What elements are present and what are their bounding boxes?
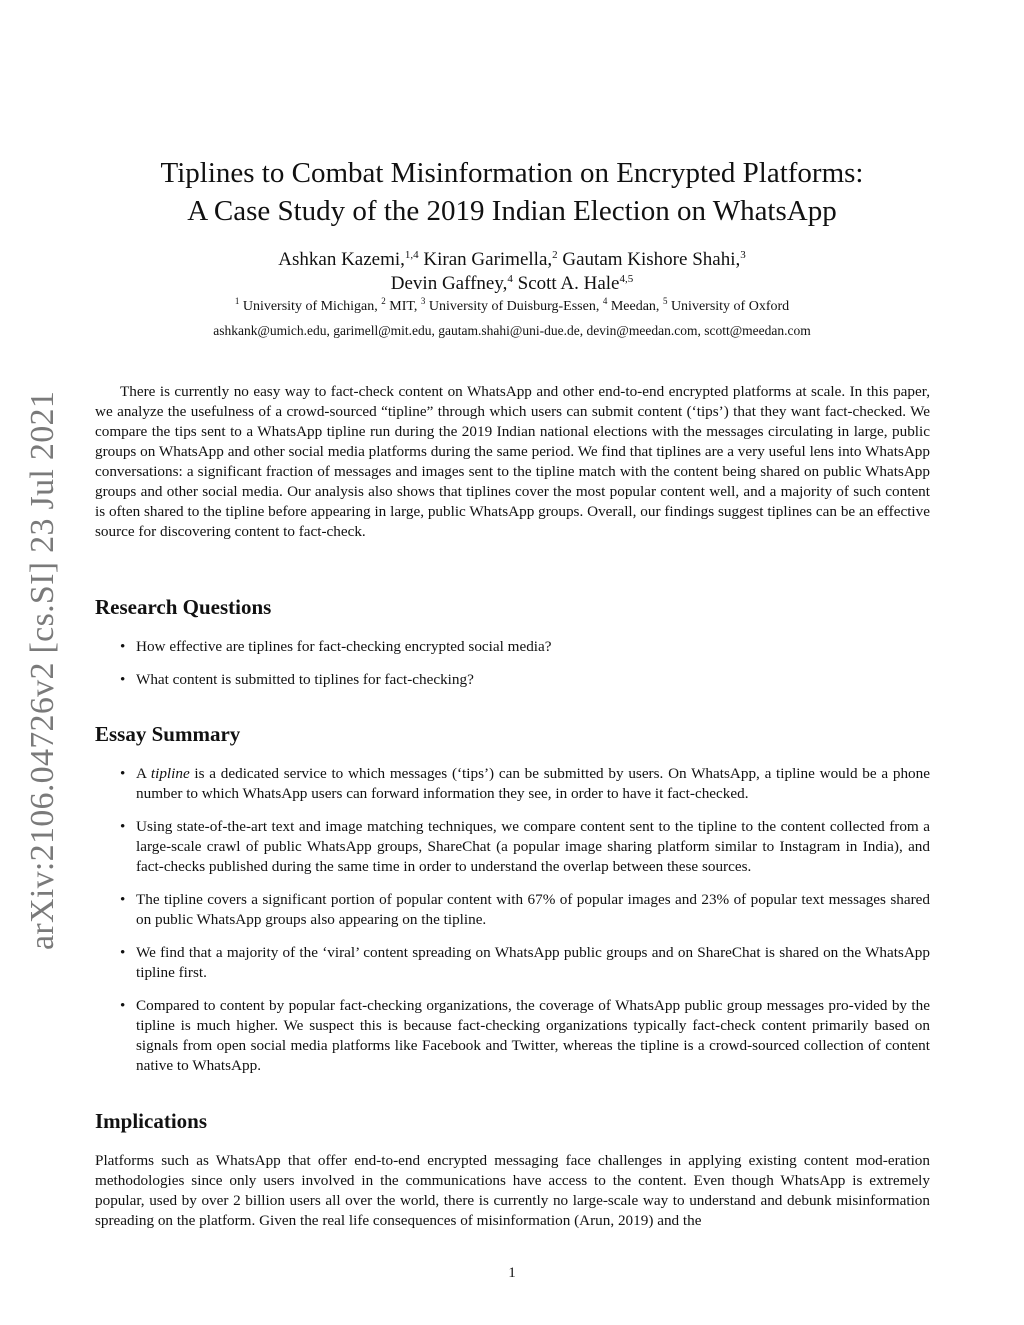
author-name: Ashkan Kazemi,	[278, 249, 405, 270]
list-item	[95, 890, 930, 930]
author-line-1	[0, 248, 1024, 272]
affiliation-name: MIT,	[385, 299, 421, 314]
list-item	[95, 996, 930, 1076]
list-item	[95, 764, 930, 804]
author-affiliation-mark: 2	[552, 249, 558, 261]
author-list	[0, 248, 1024, 296]
title-line-2: A Case Study of the 2019 Indian Election on WhatsApp	[187, 195, 837, 227]
author-name: Kiran Garimella,	[418, 249, 553, 270]
affiliation-name: University of Duisburg-Essen,	[425, 299, 603, 314]
affiliation-number: 5	[662, 296, 668, 306]
list-item-text: Compared to content by popular fact-checking organizations, the coverage of WhatsApp public group messages pro-vided by the tipline is much higher. We suspect this is because fact-checking organizations typically fact-check content primarily based on signals from open social media platforms like Facebook and Twitter, whereas the tipline is a crowd-sourced collection of content native to WhatsApp.	[136, 997, 930, 1074]
emphasized-term: tipline	[150, 765, 190, 782]
text-run: A	[136, 765, 151, 782]
author-name: Gautam Kishore Shahi,	[557, 249, 741, 270]
research-questions-heading: Research Questions	[95, 595, 272, 619]
author-affiliation-mark: 4,5	[619, 273, 634, 285]
author-affiliation-mark: 4	[507, 273, 513, 285]
implications-heading: Implications	[95, 1109, 208, 1133]
affiliation-name: University of Oxford	[667, 299, 790, 314]
list-item-text	[136, 765, 930, 802]
affiliation-name: University of Michigan,	[239, 299, 382, 314]
author-line-2	[0, 272, 1024, 296]
list-item	[95, 943, 930, 983]
author-affiliation-mark: 3	[740, 249, 746, 261]
research-questions-list	[95, 637, 930, 703]
author-emails: ashkank@umich.edu, garimell@mit.edu, gautam.shahi@uni-due.de, devin@meedan.com, scott@meedan.com	[213, 323, 811, 338]
list-item	[95, 817, 930, 877]
essay-summary-list	[95, 764, 930, 1089]
affiliation-name: Meedan,	[607, 299, 663, 314]
list-item-text: The tipline covers a significant portion of popular content with 67% of popular images and 23% of popular text messages shared on public WhatsApp groups also appearing on the tipline.	[136, 891, 930, 928]
affiliation-list	[0, 298, 1024, 316]
list-item	[95, 637, 930, 657]
title-line-1: Tiplines to Combat Misinformation on Encrypted Platforms:	[160, 157, 864, 189]
arxiv-identifier-stamp: arXiv:2106.04726v2 [cs.SI] 23 Jul 2021	[24, 390, 61, 950]
bullet-glyph: •	[120, 944, 126, 961]
bullet-glyph: •	[120, 765, 126, 782]
author-name: Scott A. Hale	[512, 273, 620, 294]
list-item	[95, 670, 930, 690]
affiliation-number: 4	[602, 296, 608, 306]
list-item-text: We find that a majority of the ‘viral’ content spreading on WhatsApp public groups and on ShareChat is shared on the WhatsApp tipline first.	[136, 944, 930, 981]
author-name: Devin Gaffney,	[390, 273, 508, 294]
page-number: 1	[508, 1265, 516, 1281]
paper-title	[0, 154, 1024, 230]
bullet-glyph: •	[120, 891, 126, 908]
list-item-text: How effective are tiplines for fact-checking encrypted social media?	[136, 638, 552, 655]
affiliation-number: 2	[381, 296, 386, 306]
bullet-glyph: •	[120, 818, 126, 835]
affiliation-number: 3	[420, 296, 426, 306]
affiliation-number: 1	[234, 296, 240, 306]
essay-summary-heading: Essay Summary	[95, 722, 241, 746]
bullet-glyph: •	[120, 997, 126, 1014]
author-affiliation-mark: 1,4	[404, 249, 419, 261]
abstract-paragraph: There is currently no easy way to fact-check content on WhatsApp and other end-to-end encrypted platforms at scale. In this paper, we analyze the usefulness of a crowd-sourced “tipline” through which users can submit content (‘tips’) that they want fact-checked. We compare the tips sent to a WhatsApp tipline run during the 2019 Indian national elections with the messages circulating in large, public groups on WhatsApp and other social media platforms during the same period. We find that tiplines are a very useful lens into WhatsApp conversations: a significant fraction of messages and images sent to the tipline match with the content being shared on public WhatsApp groups and other social media. Our analysis also shows that tiplines cover the most popular content well, and a majority of such content is often shared to the tipline before appearing in large, public WhatsApp groups. Overall, our findings suggest tiplines can be an effective source for discovering content to fact-check.	[95, 383, 930, 540]
bullet-glyph: •	[120, 638, 126, 655]
text-run: is a dedicated service to which messages (‘tips’) can be submitted by users. On WhatsApp, a tipline would be a phone number to which WhatsApp users can forward information they see, in order to have it fact-checked.	[136, 765, 930, 802]
list-item-text: What content is submitted to tiplines for fact-checking?	[136, 671, 474, 688]
bullet-glyph: •	[120, 671, 126, 688]
list-item-text: Using state-of-the-art text and image matching techniques, we compare content sent to the tipline to the content collected from a large-scale crawl of public WhatsApp groups, ShareChat (a popular image sharing platform similar to Instagram in India), and fact-checks published during the same time in order to understand the overlap between these sources.	[136, 818, 930, 875]
implications-paragraph: Platforms such as WhatsApp that offer end-to-end encrypted messaging face challenges in applying existing content mod-eration methodologies since only users involved in the communications have access to the content. Even though WhatsApp is extremely popular, used by over 2 billion users all over the world, there is currently no large-scale way to understand and debunk misinformation spreading on the platform. Given the real life consequences of misinformation (Arun, 2019) and the	[95, 1152, 930, 1229]
